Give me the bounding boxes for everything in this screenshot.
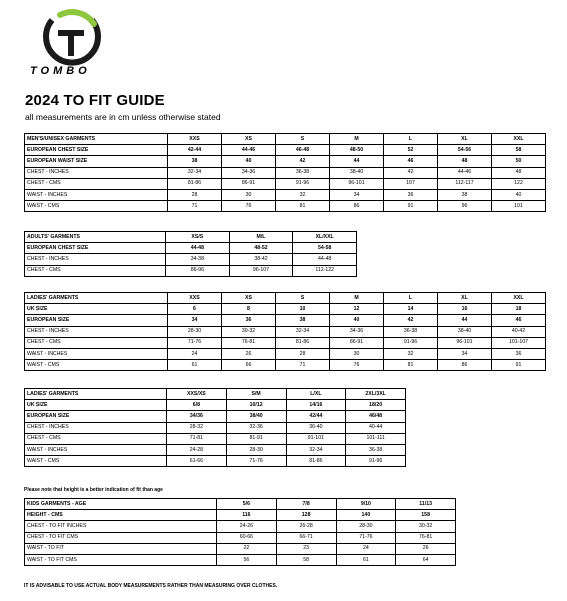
measurement-cell: 34 <box>330 189 384 200</box>
measurement-cell: 34/36 <box>167 411 227 422</box>
measurement-cell: 44-46 <box>438 167 492 178</box>
size-header-cell: 11/13 <box>396 499 456 510</box>
size-header-cell: 5/6 <box>217 499 277 510</box>
table-row <box>25 178 546 189</box>
measurement-cell: 81-86 <box>276 337 330 348</box>
table-title-cell: ADULTS' GARMENTS <box>25 232 166 243</box>
measurement-cell: 6/8 <box>167 400 227 411</box>
measurement-cell: 23 <box>276 543 336 554</box>
size-header-cell: 2XL/3XL <box>346 389 406 400</box>
measurement-cell: 32-34 <box>168 167 222 178</box>
measurement-cell: 91-101 <box>286 433 346 444</box>
measurement-cell: 40 <box>492 189 546 200</box>
row-label-cell: WAIST - INCHES <box>25 189 168 200</box>
measurement-cell: 61-66 <box>167 456 227 467</box>
measurement-cell: 42/44 <box>286 411 346 422</box>
measurement-cell: 40-44 <box>346 422 406 433</box>
size-header-cell: S/M <box>226 389 286 400</box>
measurement-cell: 8 <box>222 304 276 315</box>
measurement-cell: 32-34 <box>276 326 330 337</box>
measurement-cell: 71-76 <box>168 337 222 348</box>
row-label-cell: WAIST - CMS <box>25 456 167 467</box>
measurement-cell: 42 <box>384 315 438 326</box>
row-label-cell: CHEST - INCHES <box>25 422 167 433</box>
row-label-cell: CHEST - INCHES <box>25 326 168 337</box>
measurement-cell: 36 <box>492 348 546 359</box>
measurement-cell: 116 <box>217 510 277 521</box>
measurement-cell: 42 <box>276 156 330 167</box>
measurement-cell: 71 <box>276 360 330 371</box>
footer-note: IT IS ADVISABLE TO USE ACTUAL BODY MEASUREMENTS RATHER THAN MEASURING OVER CLOTHES. <box>24 583 278 589</box>
size-header-cell: XXL <box>492 134 546 145</box>
table-row <box>25 243 357 254</box>
measurement-cell: 81-86 <box>286 456 346 467</box>
size-header-cell: M/L <box>229 232 293 243</box>
size-header-cell: L <box>384 293 438 304</box>
table-header-row <box>25 499 456 510</box>
measurement-cell: 71-76 <box>226 456 286 467</box>
measurement-cell: 96 <box>438 201 492 212</box>
measurement-cell: 24 <box>336 543 396 554</box>
table-row <box>25 422 406 433</box>
measurement-cell: 24-26 <box>217 521 277 532</box>
row-label-cell: CHEST - TO FIT INCHES <box>25 521 217 532</box>
measurement-cell: 36-38 <box>276 167 330 178</box>
measurement-cell: 32-34 <box>286 444 346 455</box>
size-table-ladies <box>24 292 546 371</box>
measurement-cell: 42-44 <box>168 145 222 156</box>
measurement-cell: 112-117 <box>438 178 492 189</box>
brand-name: TOMBO <box>30 65 91 77</box>
measurement-cell: 34-36 <box>330 326 384 337</box>
row-label-cell: EUROPEAN CHEST SIZE <box>25 145 168 156</box>
table-row <box>25 156 546 167</box>
measurement-cell: 91 <box>384 201 438 212</box>
measurement-cell: 54-56 <box>438 145 492 156</box>
measurement-cell: 32-36 <box>226 422 286 433</box>
row-label-cell: EUROPEAN CHEST SIZE <box>25 243 166 254</box>
measurement-cell: 36-38 <box>346 444 406 455</box>
measurement-cell: 34-38 <box>166 254 230 265</box>
measurement-cell: 91-96 <box>384 337 438 348</box>
measurement-cell: 26 <box>396 543 456 554</box>
measurement-cell: 96-107 <box>229 265 293 276</box>
measurement-cell: 81 <box>276 201 330 212</box>
table-header-row <box>25 134 546 145</box>
size-header-cell: XXL <box>492 293 546 304</box>
measurement-cell: 91-96 <box>346 456 406 467</box>
measurement-cell: 44 <box>330 156 384 167</box>
table-title-cell: KIDS GARMENTS - AGE <box>25 499 217 510</box>
measurement-cell: 101-107 <box>492 337 546 348</box>
measurement-cell: 46/48 <box>346 411 406 422</box>
measurement-cell: 30 <box>222 189 276 200</box>
measurement-cell: 12 <box>330 304 384 315</box>
measurement-cell: 38/40 <box>226 411 286 422</box>
page-title: 2024 TO FIT GUIDE <box>25 92 165 109</box>
measurement-cell: 46 <box>492 315 546 326</box>
size-header-cell: S <box>276 134 330 145</box>
measurement-cell: 30-32 <box>396 521 456 532</box>
table-row <box>25 189 546 200</box>
table-header-row <box>25 232 357 243</box>
measurement-cell: 36-40 <box>286 422 346 433</box>
measurement-cell: 28-32 <box>167 422 227 433</box>
row-label-cell: WAIST - CMS <box>25 201 168 212</box>
measurement-cell: 158 <box>396 510 456 521</box>
measurement-cell: 18 <box>492 304 546 315</box>
measurement-cell: 76-81 <box>222 337 276 348</box>
table-row <box>25 201 546 212</box>
measurement-cell: 38 <box>276 315 330 326</box>
measurement-cell: 26 <box>222 348 276 359</box>
table-row <box>25 510 456 521</box>
measurement-cell: 46-48 <box>276 145 330 156</box>
size-header-cell: XXS <box>168 134 222 145</box>
row-label-cell: UK SIZE <box>25 400 167 411</box>
measurement-cell: 32 <box>384 348 438 359</box>
table-row <box>25 543 456 554</box>
size-header-cell: 7/8 <box>276 499 336 510</box>
size-table-ladies-combined <box>24 388 406 467</box>
row-label-cell: CHEST - CMS <box>25 178 168 189</box>
size-header-cell: 9/10 <box>336 499 396 510</box>
measurement-cell: 81-86 <box>168 178 222 189</box>
row-label-cell: WAIST - CMS <box>25 360 168 371</box>
measurement-cell: 58 <box>276 554 336 565</box>
measurement-cell: 36-38 <box>384 326 438 337</box>
measurement-cell: 32 <box>276 189 330 200</box>
measurement-cell: 71 <box>168 201 222 212</box>
measurement-cell: 16 <box>438 304 492 315</box>
row-label-cell: WAIST - INCHES <box>25 348 168 359</box>
measurement-cell: 44-46 <box>222 145 276 156</box>
size-header-cell: XL <box>438 134 492 145</box>
measurement-cell: 40 <box>330 315 384 326</box>
table-row <box>25 167 546 178</box>
table-row <box>25 400 406 411</box>
row-label-cell: WAIST - TO FIT CMS <box>25 554 217 565</box>
measurement-cell: 101-111 <box>346 433 406 444</box>
measurement-cell: 30 <box>330 348 384 359</box>
measurement-cell: 96-101 <box>438 337 492 348</box>
measurement-cell: 48 <box>492 167 546 178</box>
measurement-cell: 66-71 <box>276 532 336 543</box>
measurement-cell: 22 <box>217 543 277 554</box>
size-table-mens <box>24 133 546 212</box>
size-header-cell: M <box>330 293 384 304</box>
row-label-cell: WAIST - INCHES <box>25 444 167 455</box>
table-header-row <box>25 293 546 304</box>
table-row <box>25 304 546 315</box>
measurement-cell: 52 <box>384 145 438 156</box>
measurement-cell: 28-30 <box>168 326 222 337</box>
table-row <box>25 554 456 565</box>
measurement-cell: 10 <box>276 304 330 315</box>
size-header-cell: XXS <box>168 293 222 304</box>
measurement-cell: 24 <box>168 348 222 359</box>
table-row <box>25 456 406 467</box>
measurement-cell: 107 <box>384 178 438 189</box>
size-header-cell: S <box>276 293 330 304</box>
kids-note: Please note that height is a better indication of fit than age <box>24 487 163 493</box>
table-title-cell: LADIES' GARMENTS <box>25 293 168 304</box>
measurement-cell: 71-81 <box>167 433 227 444</box>
size-header-cell: L/XL <box>286 389 346 400</box>
table-row <box>25 145 546 156</box>
table-row <box>25 337 546 348</box>
table-row <box>25 521 456 532</box>
measurement-cell: 56 <box>217 554 277 565</box>
measurement-cell: 38-40 <box>438 326 492 337</box>
row-label-cell: EUROPEAN WAIST SIZE <box>25 156 168 167</box>
measurement-cell: 81-91 <box>226 433 286 444</box>
table-row <box>25 265 357 276</box>
row-label-cell: CHEST - INCHES <box>25 254 166 265</box>
measurement-cell: 50 <box>492 156 546 167</box>
measurement-cell: 34 <box>438 348 492 359</box>
table-row <box>25 360 546 371</box>
measurement-cell: 6 <box>168 304 222 315</box>
table-row <box>25 433 406 444</box>
measurement-cell: 44-48 <box>166 243 230 254</box>
table-title-cell: MEN'S/UNISEX GARMENTS <box>25 134 168 145</box>
row-label-cell: CHEST - CMS <box>25 433 167 444</box>
size-header-cell: XS/S <box>166 232 230 243</box>
measurement-cell: 54-58 <box>293 243 357 254</box>
measurement-cell: 34-36 <box>222 167 276 178</box>
measurement-cell: 38 <box>168 156 222 167</box>
measurement-cell: 91-96 <box>276 178 330 189</box>
size-header-cell: XXS/XS <box>167 389 227 400</box>
measurement-cell: 42 <box>384 167 438 178</box>
measurement-cell: 14/16 <box>286 400 346 411</box>
size-header-cell: XS <box>222 293 276 304</box>
measurement-cell: 48-50 <box>330 145 384 156</box>
measurement-cell: 76 <box>330 360 384 371</box>
logo-ring-accent <box>60 12 94 24</box>
row-label-cell: EUROPEAN SIZE <box>25 411 167 422</box>
measurement-cell: 86 <box>438 360 492 371</box>
size-header-cell: M <box>330 134 384 145</box>
size-table-kids <box>24 498 456 566</box>
table-row <box>25 348 546 359</box>
row-label-cell: EUROPEAN SIZE <box>25 315 168 326</box>
measurement-cell: 101 <box>492 201 546 212</box>
table-row <box>25 444 406 455</box>
measurement-cell: 66 <box>222 360 276 371</box>
measurement-cell: 86-91 <box>222 178 276 189</box>
measurement-cell: 44 <box>438 315 492 326</box>
measurement-cell: 48-52 <box>229 243 293 254</box>
measurement-cell: 112-122 <box>293 265 357 276</box>
row-label-cell: CHEST - TO FIT CMS <box>25 532 217 543</box>
measurement-cell: 76-81 <box>396 532 456 543</box>
measurement-cell: 30-32 <box>222 326 276 337</box>
measurement-cell: 86-96 <box>166 265 230 276</box>
measurement-cell: 38 <box>438 189 492 200</box>
table-row <box>25 411 406 422</box>
measurement-cell: 10/12 <box>226 400 286 411</box>
logo-t-stem <box>68 30 74 56</box>
size-header-cell: L <box>384 134 438 145</box>
measurement-cell: 28-30 <box>226 444 286 455</box>
size-table-adults <box>24 231 357 277</box>
size-header-cell: XS <box>222 134 276 145</box>
measurement-cell: 86-91 <box>330 337 384 348</box>
size-header-cell: XL/XXL <box>293 232 357 243</box>
measurement-cell: 36 <box>384 189 438 200</box>
table-row <box>25 326 546 337</box>
measurement-cell: 71-76 <box>336 532 396 543</box>
measurement-cell: 26-28 <box>276 521 336 532</box>
measurement-cell: 64 <box>396 554 456 565</box>
page-subtitle: all measurements are in cm unless otherwise stated <box>25 112 221 122</box>
measurement-cell: 34 <box>168 315 222 326</box>
measurement-cell: 96-101 <box>330 178 384 189</box>
measurement-cell: 46 <box>384 156 438 167</box>
row-label-cell: UK SIZE <box>25 304 168 315</box>
measurement-cell: 24-28 <box>167 444 227 455</box>
row-label-cell: CHEST - CMS <box>25 265 166 276</box>
measurement-cell: 140 <box>336 510 396 521</box>
size-header-cell: XL <box>438 293 492 304</box>
table-row <box>25 254 357 265</box>
measurement-cell: 40-42 <box>492 326 546 337</box>
table-row <box>25 532 456 543</box>
measurement-cell: 28 <box>276 348 330 359</box>
row-label-cell: CHEST - CMS <box>25 337 168 348</box>
measurement-cell: 58 <box>492 145 546 156</box>
row-label-cell: WAIST - TO FIT <box>25 543 217 554</box>
measurement-cell: 36 <box>222 315 276 326</box>
measurement-cell: 81 <box>384 360 438 371</box>
measurement-cell: 61 <box>168 360 222 371</box>
measurement-cell: 28 <box>168 189 222 200</box>
measurement-cell: 61 <box>336 554 396 565</box>
table-header-row <box>25 389 406 400</box>
measurement-cell: 40 <box>222 156 276 167</box>
measurement-cell: 48 <box>438 156 492 167</box>
measurement-cell: 38-42 <box>229 254 293 265</box>
measurement-cell: 60-66 <box>217 532 277 543</box>
measurement-cell: 122 <box>492 178 546 189</box>
measurement-cell: 128 <box>276 510 336 521</box>
measurement-cell: 14 <box>384 304 438 315</box>
row-label-cell: CHEST - INCHES <box>25 167 168 178</box>
measurement-cell: 18/20 <box>346 400 406 411</box>
table-row <box>25 315 546 326</box>
measurement-cell: 44-48 <box>293 254 357 265</box>
measurement-cell: 28-30 <box>336 521 396 532</box>
measurement-cell: 76 <box>222 201 276 212</box>
measurement-cell: 86 <box>330 201 384 212</box>
measurement-cell: 38-40 <box>330 167 384 178</box>
measurement-cell: 91 <box>492 360 546 371</box>
table-title-cell: LADIES' GARMENTS <box>25 389 167 400</box>
row-label-cell: HEIGHT - CMS <box>25 510 217 521</box>
